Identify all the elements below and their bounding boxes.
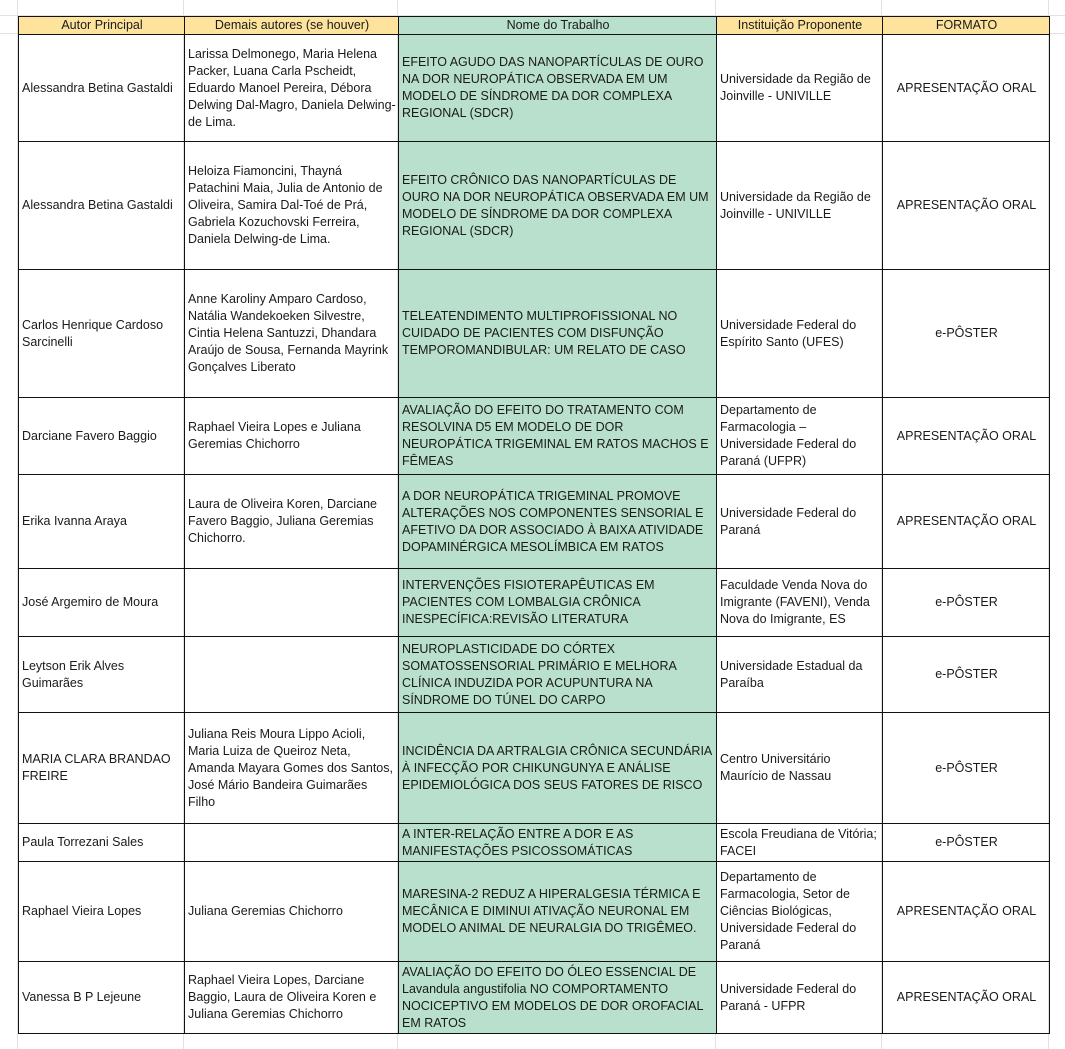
table-row [19,713,1050,824]
cell-instituicao[interactable]: Faculdade Venda Nova do Imigrante (FAVENI), Venda Nova do Imigrante, ES [717,569,883,637]
cell-formato[interactable]: e-PÔSTER [883,713,1050,824]
cell-autor[interactable]: Alessandra Betina Gastaldi [19,142,185,270]
cell-nome[interactable]: INCIDÊNCIA DA ARTRALGIA CRÔNICA SECUNDÁRIA À INFECÇÃO POR CHIKUNGUNYA E ANÁLISE EPIDEMIOLÓGICA DOS SEUS FATORES DE RISCO [399,713,717,824]
cell-formato[interactable]: e-PÔSTER [883,270,1050,398]
cell-instituicao[interactable]: Departamento de Farmacologia – Universidade Federal do Paraná (UFPR) [717,398,883,475]
cell-formato[interactable]: e-PÔSTER [883,824,1050,862]
cell-demais[interactable]: Raphael Vieira Lopes e Juliana Geremias Chichorro [185,398,399,475]
cell-formato[interactable]: APRESENTAÇÃO ORAL [883,142,1050,270]
cell-formato[interactable]: APRESENTAÇÃO ORAL [883,398,1050,475]
cell-formato[interactable]: e-PÔSTER [883,569,1050,637]
cell-demais[interactable]: Juliana Geremias Chichorro [185,862,399,962]
table-row [19,35,1050,142]
cell-nome[interactable]: NEUROPLASTICIDADE DO CÓRTEX SOMATOSSENSORIAL PRIMÁRIO E MELHORA CLÍNICA INDUZIDA POR ACUPUNTURA NA SÍNDROME DO TÚNEL DO CARPO [399,637,717,713]
table-row [19,637,1050,713]
cell-autor[interactable]: Carlos Henrique Cardoso Sarcinelli [19,270,185,398]
cell-autor[interactable]: Alessandra Betina Gastaldi [19,35,185,142]
cell-nome[interactable]: AVALIAÇÃO DO EFEITO DO TRATAMENTO COM RESOLVINA D5 EM MODELO DE DOR NEUROPÁTICA TRIGEMINAL EM RATOS MACHOS E FÊMEAS [399,398,717,475]
cell-nome[interactable]: AVALIAÇÃO DO EFEITO DO ÓLEO ESSENCIAL DE Lavandula angustifolia NO COMPORTAMENTO NOCICEPTIVO EM MODELOS DE DOR OROFACIAL EM RATOS [399,962,717,1034]
cell-nome[interactable]: INTERVENÇÕES FISIOTERAPÊUTICAS EM PACIENTES COM LOMBALGIA CRÔNICA INESPECÍFICA:REVISÃO LITERATURA [399,569,717,637]
cell-instituicao[interactable]: Universidade da Região de Joinville - UNIVILLE [717,35,883,142]
cell-demais[interactable]: Heloiza Fiamoncini, Thayná Patachini Maia, Julia de Antonio de Oliveira, Samira Dal-Toé de Prá, Gabriela Kozuchovski Ferreira, Daniela Delwing-de Lima. [185,142,399,270]
header-formato[interactable]: FORMATO [883,17,1050,35]
cell-demais[interactable] [185,824,399,862]
cell-demais[interactable] [185,569,399,637]
cell-autor[interactable]: Raphael Vieira Lopes [19,862,185,962]
cell-demais[interactable]: Larissa Delmonego, Maria Helena Packer, Luana Carla Pscheidt, Eduardo Manoel Pereira, Débora Delwing Dal-Magro, Daniela Delwing-de Lima. [185,35,399,142]
cell-instituicao[interactable]: Centro Universitário Maurício de Nassau [717,713,883,824]
cell-demais[interactable] [185,637,399,713]
cell-nome[interactable]: EFEITO AGUDO DAS NANOPARTÍCULAS DE OURO NA DOR NEUROPÁTICA OBSERVADA EM UM MODELO DE SÍNDROME DA DOR COMPLEXA REGIONAL (SDCR) [399,35,717,142]
table-row [19,475,1050,569]
cell-autor[interactable]: Darciane Favero Baggio [19,398,185,475]
cell-demais[interactable]: Raphael Vieira Lopes, Darciane Baggio, Laura de Oliveira Koren e Juliana Geremias Chichorro [185,962,399,1034]
cell-formato[interactable]: APRESENTAÇÃO ORAL [883,35,1050,142]
cell-autor[interactable]: Erika Ivanna Araya [19,475,185,569]
cell-demais[interactable]: Juliana Reis Moura Lippo Acioli, Maria Luiza de Queiroz Neta, Amanda Mayara Gomes dos Santos, José Mário Bandeira Guimarães Filho [185,713,399,824]
cell-nome[interactable]: MARESINA-2 REDUZ A HIPERALGESIA TÉRMICA E MECÂNICA E DIMINUI ATIVAÇÃO NEURONAL EM MODELO ANIMAL DE NEURALGIA DO TRIGÊMEO. [399,862,717,962]
table-row [19,270,1050,398]
cell-autor[interactable]: MARIA CLARA BRANDAO FREIRE [19,713,185,824]
cell-autor[interactable]: Paula Torrezani Sales [19,824,185,862]
cell-instituicao[interactable]: Universidade Federal do Espírito Santo (UFES) [717,270,883,398]
cell-nome[interactable]: TELEATENDIMENTO MULTIPROFISSIONAL NO CUIDADO DE PACIENTES COM DISFUNÇÃO TEMPOROMANDIBULAR: UM RELATO DE CASO [399,270,717,398]
table-row [19,824,1050,862]
cell-demais[interactable]: Anne Karoliny Amparo Cardoso, Natália Wandekoeken Silvestre, Cintia Helena Santuzzi, Dhandara Araújo de Sousa, Fernanda Mayrink Gonçalves Liberato [185,270,399,398]
table-row [19,962,1050,1034]
header-row [19,17,1050,35]
header-autor-principal[interactable]: Autor Principal [19,17,185,35]
header-nome-trabalho[interactable]: Nome do Trabalho [399,17,717,35]
table-row [19,398,1050,475]
cell-formato[interactable]: APRESENTAÇÃO ORAL [883,862,1050,962]
cell-autor[interactable]: Vanessa B P Lejeune [19,962,185,1034]
cell-nome[interactable]: EFEITO CRÔNICO DAS NANOPARTÍCULAS DE OURO NA DOR NEUROPÁTICA OBSERVADA EM UM MODELO DE SÍNDROME DA DOR COMPLEXA REGIONAL (SDCR) [399,142,717,270]
cell-instituicao[interactable]: Universidade Federal do Paraná - UFPR [717,962,883,1034]
table-row [19,569,1050,637]
cell-nome[interactable]: A INTER-RELAÇÃO ENTRE A DOR E AS MANIFESTAÇÕES PSICOSSOMÁTICAS [399,824,717,862]
header-demais-autores[interactable]: Demais autores (se houver) [185,17,399,35]
cell-autor[interactable]: Leytson Erik Alves Guimarães [19,637,185,713]
cell-formato[interactable]: e-PÔSTER [883,637,1050,713]
cell-demais[interactable]: Laura de Oliveira Koren, Darciane Favero Baggio, Juliana Geremias Chichorro. [185,475,399,569]
cell-instituicao[interactable]: Universidade da Região de Joinville - UNIVILLE [717,142,883,270]
header-instituicao[interactable]: Instituição Proponente [717,17,883,35]
cell-nome[interactable]: A DOR NEUROPÁTICA TRIGEMINAL PROMOVE ALTERAÇÕES NOS COMPONENTES SENSORIAL E AFETIVO DA DOR ASSOCIADO À BAIXA ATIVIDADE DOPAMINÉRGICA MESOLÍMBICA EM RATOS [399,475,717,569]
table-row [19,142,1050,270]
table-row [19,862,1050,962]
works-table [18,16,1050,1034]
cell-instituicao[interactable]: Universidade Estadual da Paraíba [717,637,883,713]
cell-instituicao[interactable]: Escola Freudiana de Vitória; FACEI [717,824,883,862]
cell-instituicao[interactable]: Universidade Federal do Paraná [717,475,883,569]
cell-formato[interactable]: APRESENTAÇÃO ORAL [883,962,1050,1034]
cell-formato[interactable]: APRESENTAÇÃO ORAL [883,475,1050,569]
cell-autor[interactable]: José Argemiro de Moura [19,569,185,637]
cell-instituicao[interactable]: Departamento de Farmacologia, Setor de Ciências Biológicas, Universidade Federal do Paraná [717,862,883,962]
